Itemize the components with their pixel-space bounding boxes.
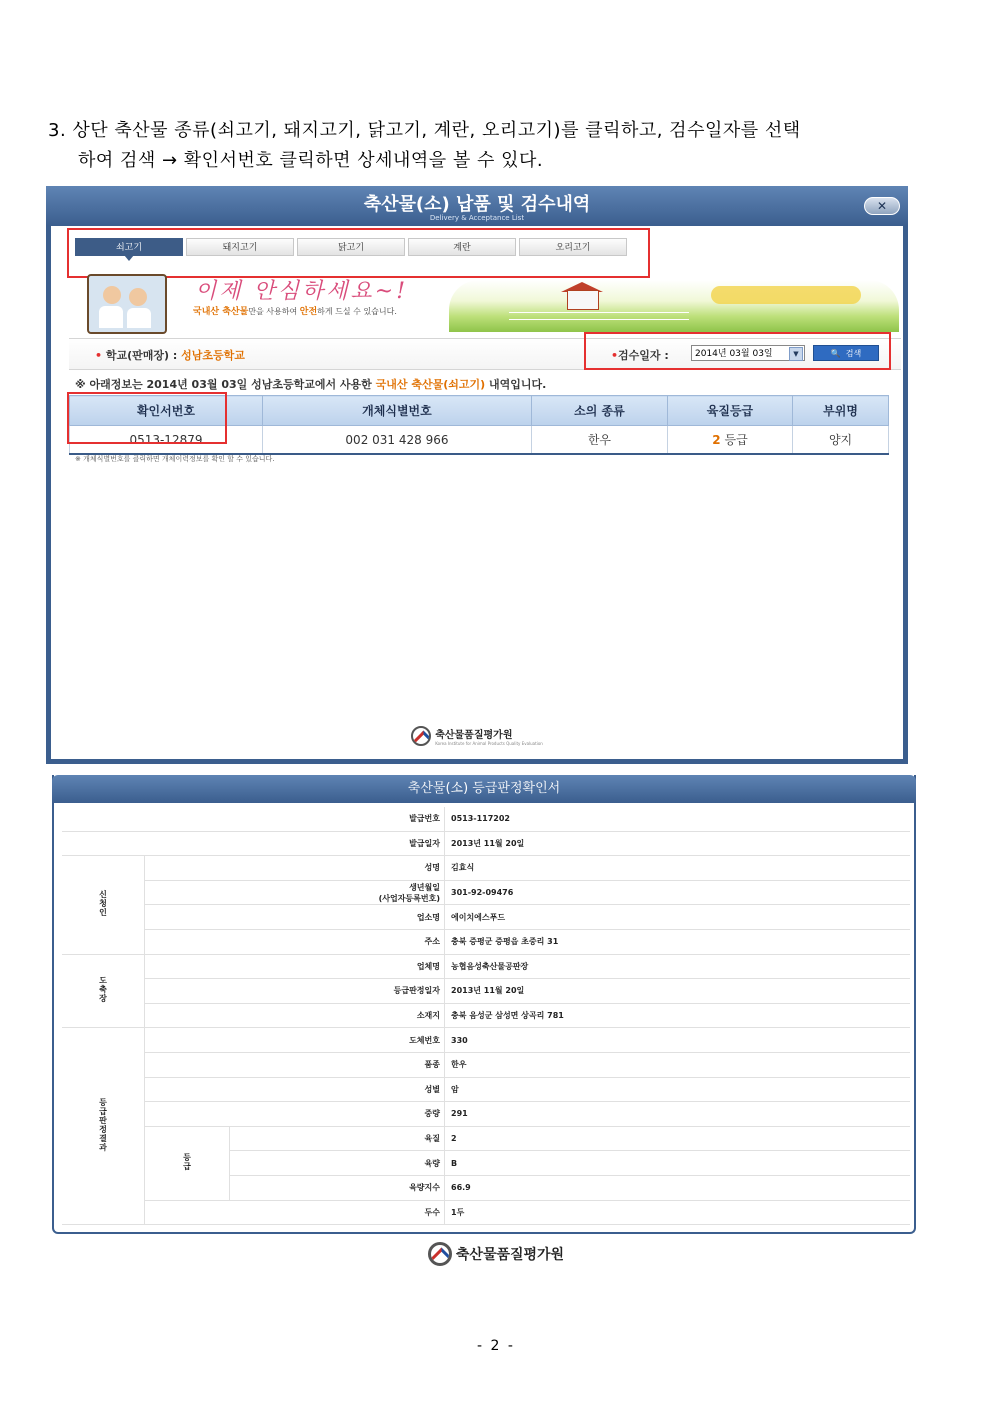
cert-no-highlight-box — [67, 392, 227, 444]
delivery-window — [46, 186, 908, 764]
col-cert-no: 확인서번호 — [70, 396, 263, 426]
certificate-table: 발급번호 0513-117202 발급일자 2013년 11월 20일 신청인 성명 김효식 생년월일 (사업자등록번호) 301-92-09476 업소명 에이치에스푸드 주소 충북 증평군 증평읍 초중리 31 도축장 업체명 농협음성축산물공판장 등급판정일자 2013년 11월 20일 소재지 충북 음성군 삼성면 상곡리 781 등급판정결과 도체번호 330 품종 한우 성별 암 중량 291 등급 육질 2 육량 B 육량지수 66.9 두수 1두 — [62, 807, 910, 1225]
window-title: 축산물(소) 납품 및 검수내역 — [363, 194, 591, 215]
instruction-text — [48, 116, 948, 176]
banner-slogan: 이제 안심하세요~! — [195, 279, 409, 304]
result-group: 등급판정결과 — [62, 1028, 145, 1225]
page-number: - 2 - — [477, 1338, 515, 1354]
notice-text: ※ 아래정보는 2014년 03월 03일 성남초등학교에서 사용한 국내산 축산물(쇠고기) 내역입니다. — [75, 378, 547, 391]
instruction-line-2: 하여 검색 → 확인서번호 클릭하면 상세내역을 볼 수 있다. — [78, 150, 544, 171]
slaughterhouse-group: 도축장 — [62, 954, 145, 1028]
tabs-highlight-box — [67, 228, 650, 278]
school-label: • 학교(판매장) : 성남초등학교 — [95, 349, 245, 362]
school-name: 성남초등학교 — [181, 349, 245, 362]
certificate-title: 축산물(소) 등급판정확인서 — [52, 775, 916, 803]
cert-no-link[interactable]: 0513-12879 — [70, 426, 263, 455]
window-subtitle: Delivery & Acceptance List — [429, 214, 525, 222]
tab-chicken[interactable]: 닭고기 — [297, 238, 405, 256]
tab-beef[interactable]: 쇠고기 — [75, 238, 183, 256]
col-grade: 육질등급 — [667, 396, 792, 426]
banner-subtext: 국내산 축산물만을 사용하여 안전하게 드실 수 있습니다. — [193, 307, 397, 317]
bottom-logo: 축산물품질평가원 — [0, 1242, 992, 1266]
applicant-group: 신청인 — [62, 856, 145, 954]
date-label: •검수일자 : — [611, 349, 669, 362]
tab-egg[interactable]: 계란 — [408, 238, 516, 256]
id-no-link[interactable]: 002 031 428 966 — [262, 426, 531, 455]
col-kind: 소의 종류 — [532, 396, 668, 426]
kids-image — [87, 274, 167, 334]
grade-cell: 2 등급 — [667, 426, 792, 455]
farm-illustration — [449, 280, 899, 332]
kape-logo-icon — [428, 1242, 452, 1266]
footnote: ※ 개체식별번호를 클릭하면 개체이력정보를 확인 할 수 있습니다. — [75, 455, 275, 463]
kape-logo-icon — [411, 726, 431, 746]
window-logo: 축산물품질평가원 Korea Institute for Animal Products Quality Evaluation — [51, 726, 903, 746]
search-button[interactable]: 🔍 검색 — [813, 345, 879, 361]
banner — [69, 274, 901, 334]
chevron-down-icon[interactable]: ▼ — [789, 347, 803, 361]
tab-pork[interactable]: 돼지고기 — [186, 238, 294, 256]
window-titlebar — [46, 186, 908, 226]
grading-certificate — [52, 775, 916, 1234]
search-icon: 🔍 — [830, 349, 841, 358]
grade-group: 등급 — [145, 1126, 230, 1200]
kind-cell: 한우 — [532, 426, 668, 455]
col-part: 부위명 — [793, 396, 889, 426]
date-highlight-box — [584, 332, 891, 370]
date-select[interactable]: 2014년 03월 03일 ▼ — [691, 345, 805, 361]
col-id-no: 개체식별번호 — [262, 396, 531, 426]
part-cell: 양지 — [793, 426, 889, 455]
tab-duck[interactable]: 오리고기 — [519, 238, 627, 256]
close-button[interactable]: ✕ — [864, 197, 900, 215]
instruction-line-1: 3. 상단 축산물 종류(쇠고기, 돼지고기, 닭고기, 계란, 오리고기)를 클릭하고, 검수일자를 선택 — [48, 120, 801, 141]
